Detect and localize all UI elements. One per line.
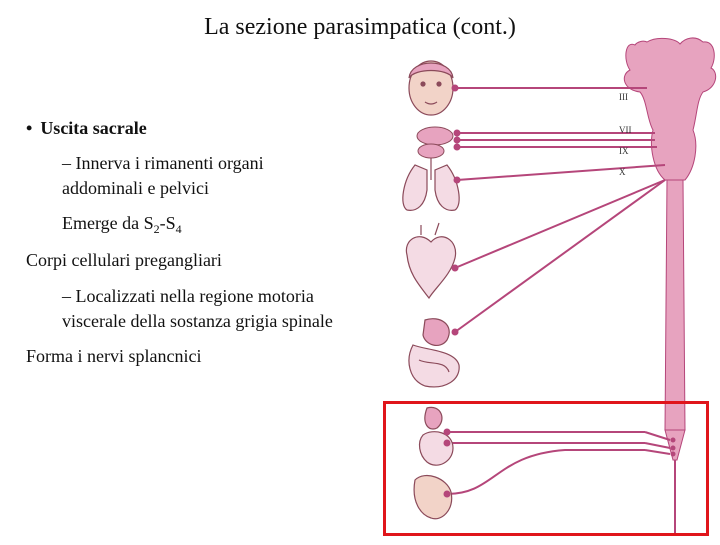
corpi-cellulari-text: Corpi cellulari pregangliari — [26, 250, 222, 270]
slide-title: La sezione parasimpatica (cont.) — [204, 14, 516, 40]
bullet-uscita-sacrale — [26, 117, 147, 139]
digestive-organs-icon — [409, 319, 459, 387]
emerge-prefix: Emerge da S — [62, 213, 154, 233]
sub-bullet-innerva-line2: addominali e pelvici — [62, 178, 209, 198]
sub-bullet-localizzati-line1: – Localizzati nella regione motoria — [62, 286, 314, 306]
sacral-outflow-highlight-box — [383, 401, 709, 536]
emerge-mid: -S — [159, 213, 176, 233]
cranial-label-X: X — [619, 167, 626, 177]
bullet-dot-icon: • — [26, 118, 33, 138]
lungs-icon — [403, 158, 459, 210]
brainstem-icon — [624, 38, 715, 460]
salivary-glands-icon — [417, 127, 453, 158]
heart-icon — [406, 223, 455, 298]
sub-bullet-localizzati-line2: viscerale della sostanza grigia spinale — [62, 311, 333, 331]
cranial-nerve-lines — [455, 88, 665, 332]
emerge-sub-4: 4 — [175, 222, 182, 236]
cranial-label-VII: VII — [619, 125, 632, 135]
emerge-sub-2: 2 — [153, 222, 160, 236]
face-icon — [409, 61, 453, 115]
emerge-text — [62, 212, 182, 240]
cranial-label-IX: IX — [619, 146, 629, 156]
forma-nervi-text: Forma i nervi splancnici — [26, 346, 202, 366]
bullet-uscita-label: Uscita sacrale — [40, 118, 147, 138]
sub-bullet-innerva-line1: – Innerva i rimanenti organi — [62, 153, 264, 173]
cranial-label-III: III — [619, 92, 628, 102]
